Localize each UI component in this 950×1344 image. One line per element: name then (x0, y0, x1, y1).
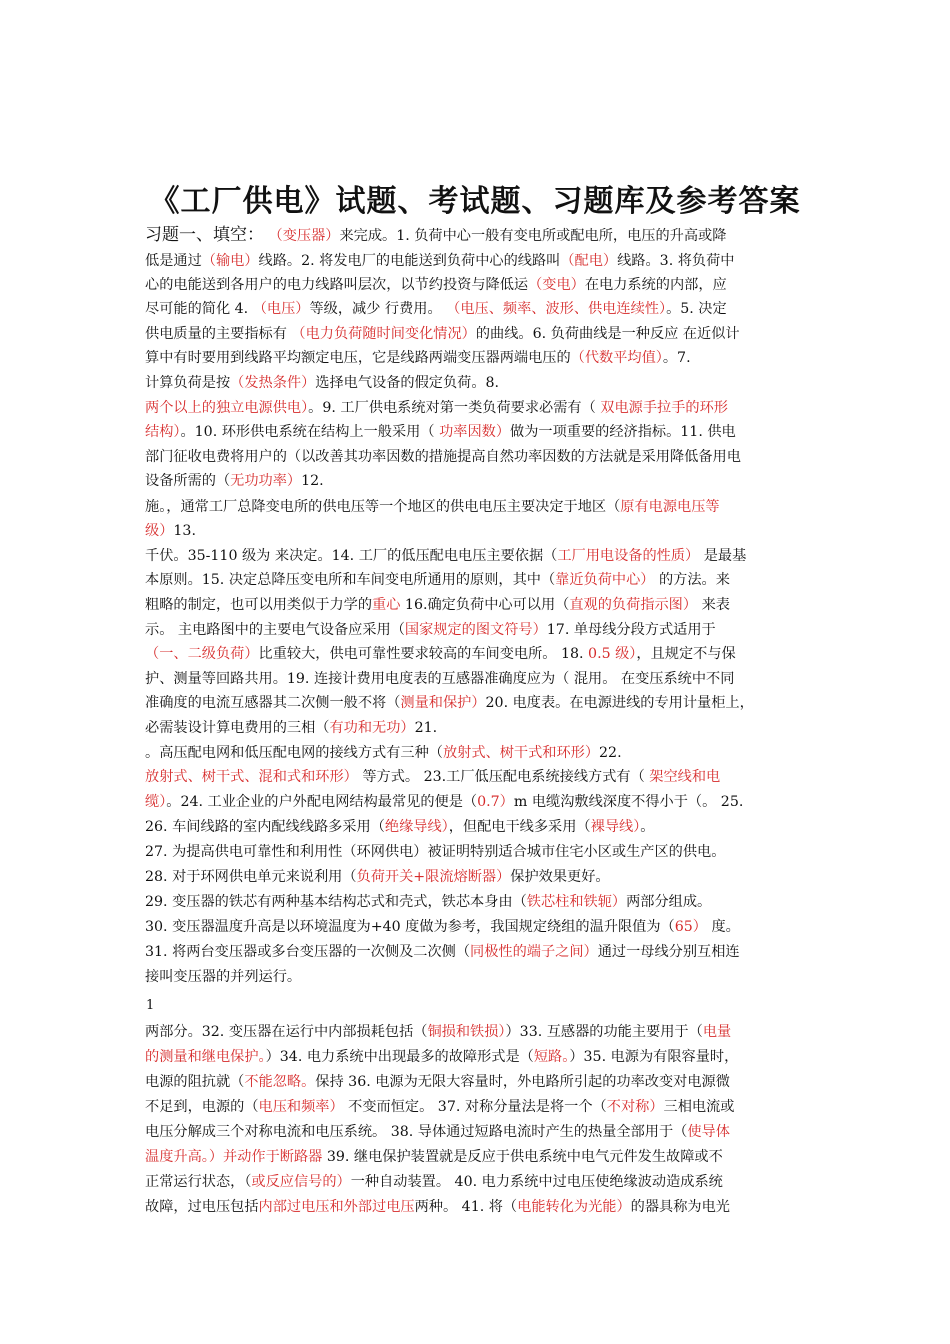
question-text: 线路。3. 将负荷中 (617, 253, 735, 269)
question-text: 比重较大，供电可靠性要求较高的车间变电所。 18. (258, 646, 589, 662)
answer-text: 功率因数） (439, 424, 511, 440)
question-text: 等方式。 23.工厂低压配电系统接线方式有（ (357, 769, 650, 785)
question-text: ，且规定不与保 (636, 646, 736, 662)
question-text: 度。 (706, 919, 740, 935)
question-text: 通过一母线分别互相连 (597, 944, 740, 960)
text-line (145, 522, 196, 540)
question-text: 做为一项重要的经济指标。11. 供电 (510, 424, 736, 440)
question-text: 一种自动装置。 40. 电力系统中过电压使绝缘波动造成系统 (350, 1174, 723, 1190)
text-line (145, 399, 728, 417)
question-text: 29. 变压器的铁芯有两种基本结构芯式和壳式，铁芯本身由（ (145, 894, 527, 910)
question-text: 。24. 工业企业的户外配电网结构最常见的便是（ (166, 794, 478, 810)
question-text: m 电缆沟敷线深度不得小于（。 25. (513, 794, 744, 810)
answer-text: （电压、频率、波形、供电连续性） (446, 301, 667, 317)
text-line (145, 744, 622, 762)
question-text: 。高压配电网和低压配电网的接线方式有三种（ (145, 745, 443, 761)
text-line (145, 226, 726, 245)
answer-text: （输电） (201, 253, 259, 269)
question-text: 13. (173, 523, 196, 539)
question-text: 故障，过电压包括 (145, 1199, 259, 1215)
question-text: 39. 继电保护装置就是反应于供电系统中电气元件发生故障或不 (322, 1149, 723, 1165)
text-line (145, 1098, 734, 1116)
text-line (145, 596, 730, 614)
text-line (145, 943, 740, 961)
question-text: 算中有时要用到线路平均额定电压，它是线路两端变压器两端电压的 (145, 350, 571, 366)
answer-text: 绝缘导线） (384, 819, 449, 835)
question-text: ，但配电干线多采用（ (448, 819, 591, 835)
question-text: 施。，通常工厂总降变电所的供电压等一个地区的供电电压主要决定于地区（ (145, 499, 621, 515)
text-line (145, 719, 437, 737)
answer-text: 电压和频率） (258, 1099, 344, 1115)
answer-text: 测量和保护） (400, 695, 486, 711)
answer-text: （配电） (560, 253, 618, 269)
answer-text: 原有电源电压等 (620, 499, 720, 515)
answer-text: 架空线和电 (649, 769, 721, 785)
text-line (145, 1198, 730, 1216)
question-text: 示。 主电路图中的主要电气设备应采用（ (145, 622, 405, 638)
question-text: 粗略的制定，也可以用类似于力学的 (145, 597, 373, 613)
answer-text: 两个以上的独立电源供电） (145, 400, 309, 416)
answer-text: 级） (145, 523, 174, 539)
question-text: 27. 为提高供电可靠性和利用性（环网供电）被证明特别适合城市住宅小区或生产区的供电。 (145, 844, 726, 860)
answer-text: 负荷开关+限流熔断器） (356, 869, 511, 885)
answer-text: 的测量和继电保护。 (145, 1049, 266, 1065)
question-text: 护、测量等回路共用。19. 连接计费用电度表的互感器准确度应为（ 混用。 在变压系统中不同 (145, 671, 735, 687)
answer-text: （代数平均值） (570, 350, 663, 366)
text-line (145, 843, 725, 861)
answer-text: 电量 (702, 1024, 732, 1040)
question-text: 习题一、填空： (145, 225, 264, 245)
question-text: 接叫变压器的并列运行。 (145, 969, 302, 985)
answer-text: 工厂用电设备的性质） (557, 548, 700, 564)
question-text: 的曲线。6. 负荷曲线是一种反应 在近似计 (475, 326, 740, 342)
answer-text: 或反应信号的） (251, 1174, 351, 1190)
answer-text: 温度升高。）并动作于断路器 (145, 1149, 323, 1165)
answer-text: 同极性的端子之间） (470, 944, 598, 960)
question-text: 供电质量的主要指标有 (145, 326, 292, 342)
answer-text: 无功功率） (230, 473, 302, 489)
text-line (145, 571, 730, 589)
question-text: 三相电流或 (663, 1099, 735, 1115)
question-text: 21. (414, 720, 438, 736)
text-line (145, 448, 741, 466)
question-text: 22. (599, 745, 622, 761)
question-text: 是最基 (699, 548, 747, 564)
text-line (145, 818, 654, 836)
text-line (145, 1048, 738, 1066)
answer-text: 0.7） (477, 794, 514, 810)
question-text: 。9. 工厂供电系统对第一类负荷要求必需有（ (308, 400, 601, 416)
question-text: 26. 车间线路的室内配线线路多采用（ (145, 819, 385, 835)
question-text: 低是通过 (145, 253, 202, 269)
text-line (145, 893, 711, 911)
page-number: 1 (146, 998, 155, 1013)
answer-text: 双电源手拉手的环形 (600, 400, 728, 416)
question-text: 在电力系统的内部，应 (584, 277, 727, 293)
question-text: 保护效果更好。 (510, 869, 610, 885)
text-line (145, 472, 324, 490)
question-text: 心的电能送到各用户的电力线路叫层次，以节约投资与降低运 (145, 277, 529, 293)
answer-text: （电力负荷随时间变化情况） (291, 326, 476, 342)
answer-text: 使导体 (687, 1124, 730, 1140)
question-text: 。7. (662, 350, 691, 366)
question-text: 准确度的电流互感器其二次侧一般不将（ (145, 695, 401, 711)
answer-text: 电能转化为光能） (517, 1199, 631, 1215)
text-line (145, 349, 691, 367)
question-text: 两部分。32. 变压器在运行中内部损耗包括（ (145, 1024, 428, 1040)
text-line (145, 621, 716, 639)
answer-text: （变压器） (264, 228, 340, 244)
answer-text: 铁芯柱和铁轭） (526, 894, 627, 910)
text-line (145, 1073, 730, 1091)
answer-text: 缆） (145, 794, 167, 810)
text-line (145, 793, 743, 811)
answer-text: 不能忽略。 (244, 1074, 316, 1090)
text-line (145, 300, 727, 318)
answer-text: 放射式、树干式、混和式和环形） (145, 769, 358, 785)
question-text: 不变而恒定。 37. 对称分量法是将一个（ (343, 1099, 607, 1115)
text-line (145, 276, 727, 294)
question-text: 选择电气设备的假定负荷。8. (315, 375, 500, 391)
question-text: 电压分解成三个对称电流和电压系统。 38. 导体通过短路电流时产生的热量全部用于（ (145, 1124, 688, 1140)
text-line (145, 325, 740, 343)
question-text: 电源的阻抗就（ (145, 1074, 245, 1090)
answer-text: 内部过电压和外部过电压 (258, 1199, 415, 1215)
answer-text: 直观的负荷指示图） (569, 597, 698, 613)
text-line (145, 918, 740, 936)
question-text: ）33. 互感器的功能主要用于（ (505, 1024, 703, 1040)
text-line (145, 1148, 723, 1166)
text-line (145, 768, 720, 786)
answer-text: 有功和无功） (329, 720, 415, 736)
answer-text: 不对称） (606, 1099, 664, 1115)
question-text: 不足到，电源的（ (145, 1099, 259, 1115)
question-text: 16.确定负荷中心可以用（ (400, 597, 570, 613)
question-text: 的方法。来 (654, 572, 730, 588)
answer-text: 裸导线） (590, 819, 641, 835)
answer-text: 0.5 级） (588, 646, 637, 662)
question-text: 千伏。35-110 级为 来决定。14. 工厂的低压配电电压主要依据（ (145, 548, 558, 564)
question-text: 设备所需的（ (145, 473, 231, 489)
question-text: 计算负荷是按 (145, 375, 231, 391)
text-line (145, 694, 754, 712)
answer-text: 重心 (372, 597, 401, 613)
text-line (145, 252, 734, 270)
text-line (145, 1123, 730, 1141)
question-text: 尽可能的简化 4. (145, 301, 253, 317)
question-text: 本原则。15. 决定总降压变电所和车间变电所通用的原则，其中（ (145, 572, 556, 588)
text-line (145, 1023, 731, 1041)
answer-text: 靠近负荷中心） (555, 572, 655, 588)
question-text: ）34. 电力系统中出现最多的故障形式是（ (265, 1049, 534, 1065)
question-text: 的器具称为电光 (630, 1199, 730, 1215)
question-text: 。 (640, 819, 655, 835)
question-text: 线路。2. 将发电厂的电能送到负荷中心的线路叫 (258, 253, 561, 269)
answer-text: （变电） (528, 277, 585, 293)
text-line (145, 968, 301, 986)
question-text: 两部分组成。 (626, 894, 712, 910)
question-text: 12. (301, 473, 324, 489)
text-line (145, 374, 499, 392)
question-text: 来表 (697, 597, 730, 613)
question-text: ）35. 电源为有限容量时， (569, 1049, 739, 1065)
text-line (145, 645, 736, 663)
answer-text: 短路。 (533, 1049, 570, 1065)
question-text: 保持 36. 电源为无限大容量时，外电路所引起的功率改变对电源微 (315, 1074, 730, 1090)
question-text: 20. 电度表。在电源进线的专用计量柜上， (485, 695, 754, 711)
page-title: 《工厂供电》试题、考试题、习题库及参考答案 (149, 184, 801, 219)
question-text: 17. 单母线分段方式适用于 (546, 622, 716, 638)
answer-text: 国家规定的图文符号） (404, 622, 547, 638)
answer-text: （一、二级负荷） (145, 646, 259, 662)
question-text: 31. 将两台变压器或多台变压器的一次侧及二次侧（ (145, 944, 471, 960)
question-text: 两种。 41. 将（ (414, 1199, 518, 1215)
answer-text: （电压） (252, 301, 310, 317)
question-text: 。10. 环形供电系统在结构上一般采用（ (180, 424, 440, 440)
question-text: 来完成。1. 负荷中心一般有变电所或配电所，电压的升高或降 (339, 228, 727, 244)
answer-text: 放射式、树干式和环形） (442, 745, 600, 761)
answer-text: 65） (674, 919, 707, 935)
answer-text: 铜损和铁损） (427, 1024, 506, 1040)
question-text: 等级，减少 行费用。 (309, 301, 447, 317)
text-line (145, 1173, 723, 1191)
text-line (145, 498, 720, 516)
question-text: 28. 对于环网供电单元来说利用（ (145, 869, 357, 885)
question-text: 部门征收电费将用户的（以改善其功率因数的措施提高自然功率因数的方法就是采用降低备用电 (145, 449, 741, 465)
text-line (145, 670, 734, 688)
text-line (145, 547, 746, 565)
question-text: 必需装设计算电费用的三相（ (145, 720, 330, 736)
text-line (145, 868, 610, 886)
answer-text: 结构） (145, 424, 181, 440)
question-text: 30. 变压器温度升高是以环境温度为+40 度做为参考，我国规定绕组的温升限值为（ (145, 919, 675, 935)
text-line (145, 423, 736, 441)
question-text: 。5. 决定 (666, 301, 727, 317)
question-text: 正常运行状态，（ (145, 1174, 252, 1190)
answer-text: （发热条件） (230, 375, 316, 391)
